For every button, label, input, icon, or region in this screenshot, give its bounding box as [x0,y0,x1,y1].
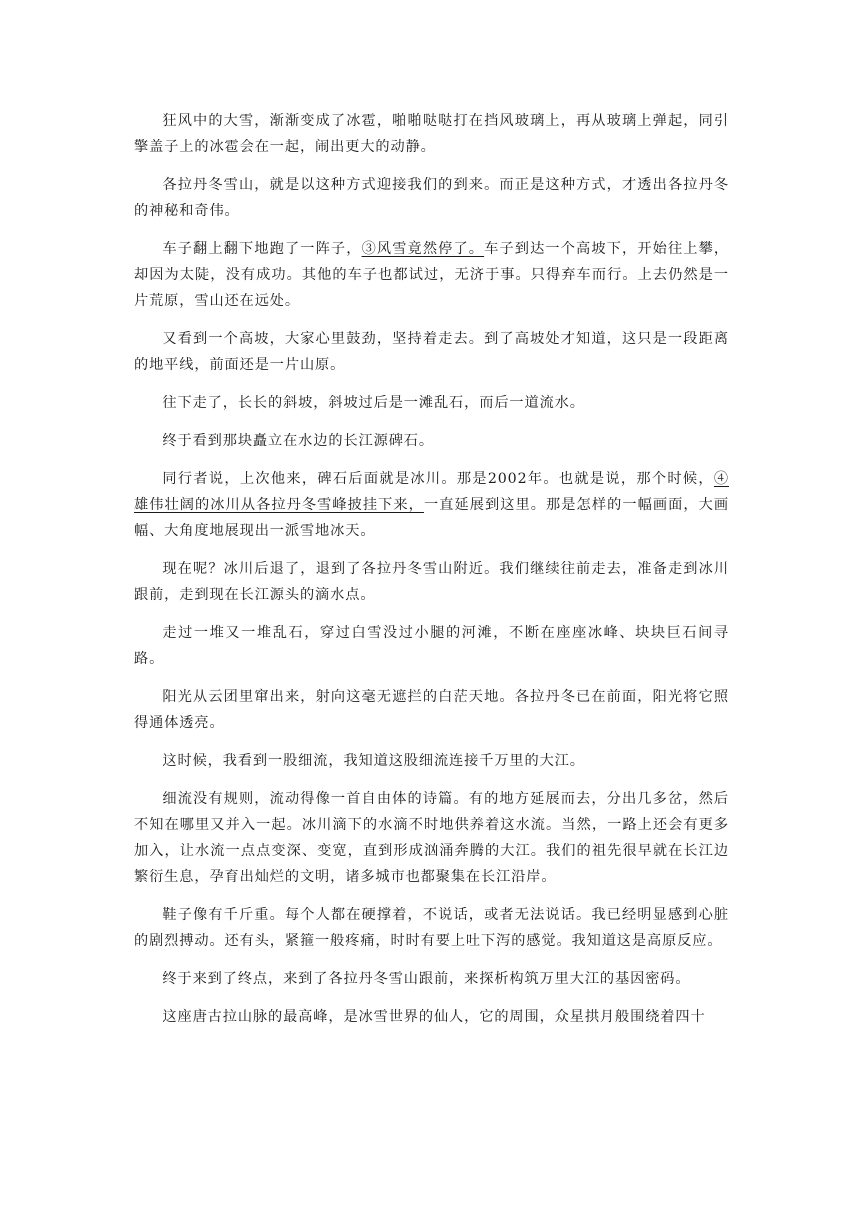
paragraph [134,748,729,774]
paragraph [134,236,729,314]
text-segment: 走过一堆又一堆乱石，穿过白雪没过小腿的河滩，不断在座座冰峰、块块巨石间寻路。 [134,625,729,667]
paragraph [134,966,729,992]
paragraph [134,620,729,672]
paragraph [134,786,729,890]
paragraph [134,390,729,416]
text-segment: 又看到一个高坡，大家心里鼓劲，坚持着走去。到了高坡处才知道，这只是一段距离的地平线，前面还是一片山原。 [134,331,729,373]
text-segment: 同行者说，上次他来，碑石后面就是冰川。那是2002年。也就是说，那个时候， [162,471,714,487]
text-segment: 终于来到了终点，来到了各拉丹冬雪山跟前，来探析构筑万里大江的基因密码。 [162,971,691,987]
text-segment: 狂风中的大雪，渐渐变成了冰雹，啪啪哒哒打在挡风玻璃上，再从玻璃上弹起，同引擎盖子上的冰雹会在一起，闹出更大的动静。 [134,113,729,155]
text-segment: 车子到达一个高坡下，开始往上攀，却因为太陡，没有成功。其他的车子也都试过，无济于事。只得弃车而行。上去仍然是一片荒原，雪山还在远处。 [134,241,730,309]
underlined-sentence: ③风雪竟然停了。 [361,241,485,257]
paragraph [134,428,729,454]
text-segment: 各拉丹冬雪山，就是以这种方式迎接我们的到来。而正是这种方式，才透出各拉丹冬的神秘和奇伟。 [134,177,729,219]
paragraph [134,108,729,160]
text-segment: 这时候，我看到一股细流，我知道这股细流连接千万里的大江。 [162,753,585,769]
article-body [134,108,729,1042]
paragraph [134,466,729,544]
paragraph [134,1004,729,1030]
text-segment: 现在呢？冰川后退了，退到了各拉丹冬雪山附近。我们继续往前走去，准备走到冰川跟前，走到现在长江源头的滴水点。 [134,561,729,603]
text-segment: 车子翻上翻下地跑了一阵子， [162,241,362,257]
paragraph [134,172,729,224]
text-segment: 阳光从云团里窜出来，射向这毫无遮拦的白茫天地。各拉丹冬已在前面，阳光将它照得通体透亮。 [134,689,729,731]
text-segment: 往下走了，长长的斜坡，斜坡过后是一滩乱石，而后一道流水。 [162,395,585,411]
paragraph [134,902,729,954]
text-segment: 这座唐古拉山脉的最高峰，是冰雪世界的仙人，它的周围，众星拱月般围绕着四十 [162,1009,706,1025]
paragraph [134,326,729,378]
paragraph [134,556,729,608]
text-segment: 鞋子像有千斤重。每个人都在硬撑着，不说话，或者无法说话。我已经明显感到心脏的剧烈搏动。还有头，紧箍一般疼痛，时时有要上吐下泻的感觉。我知道这是高原反应。 [134,907,729,949]
text-segment: 终于看到那块矗立在水边的长江源碑石。 [162,433,434,449]
underlined-sentence: ④雄伟壮阔的冰川从各拉丹冬雪峰披挂下来， [134,471,729,513]
text-segment: 一直延展到这里。那是怎样的一幅画面，大画幅、大角度地展现出一派雪地冰天。 [134,497,729,539]
paragraph [134,684,729,736]
text-segment: 细流没有规则，流动得像一首自由体的诗篇。有的地方延展而去，分出几多岔，然后不知在哪里又并入一起。冰川滴下的水滴不时地供养着这水流。当然，一路上还会有更多加入，让水流一点点变深、变宽，直到形成汹涌奔腾的大江。我们的祖先很早就在长江边繁衍生息，孕育出灿烂的文明，诸多城市也都聚集在长江沿岸。 [134,791,729,885]
